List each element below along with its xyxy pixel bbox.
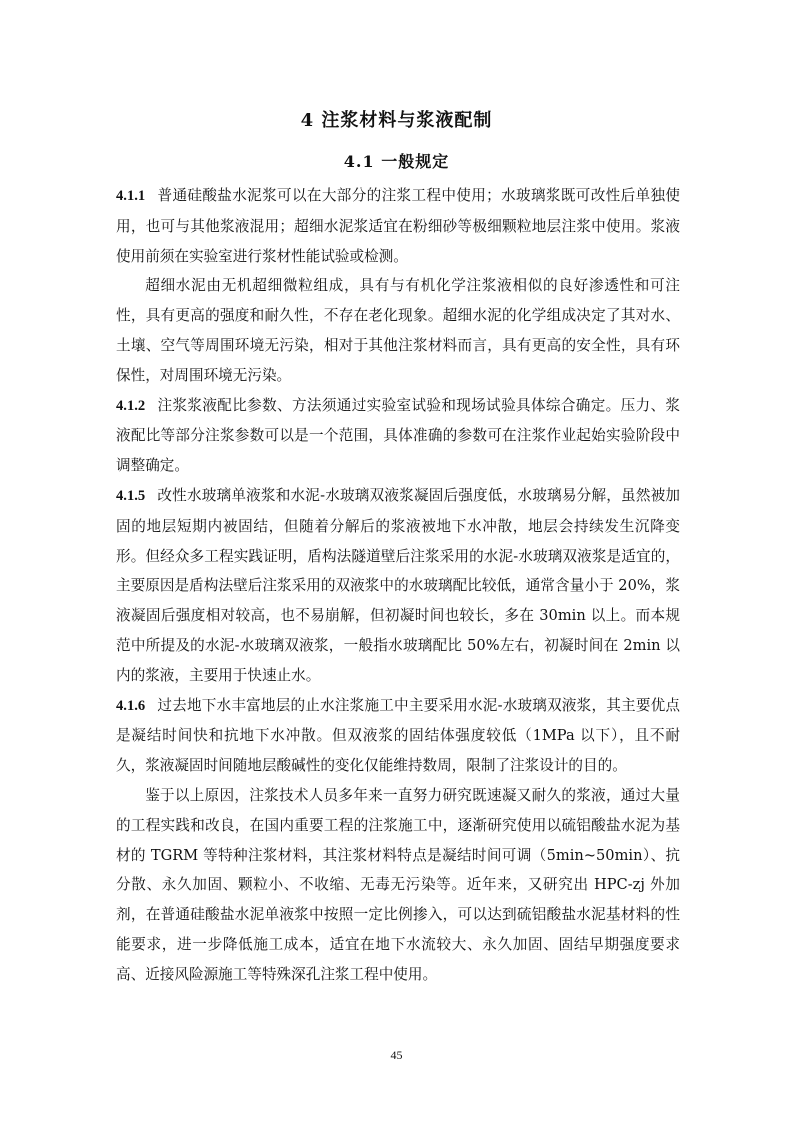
page-number: 45 [390,1048,403,1062]
clause-number: 4.1.5 [116,487,146,504]
document-body [116,181,680,990]
clause-4-1-1 [116,181,680,271]
clause-text: 过去地下水丰富地层的止水注浆施工中主要采用水泥-水玻璃双液浆，其主要优点是凝结时间快和抗地下水冲散。但双液浆的固结体强度较低（1MPa 以下），且不耐久，浆液凝固时间随地层酸碱性的变化仅能维持数周，限制了注浆设计的目的。 [116,696,680,775]
paragraph-text: 鉴于以上原因，注浆技术人员多年来一直努力研究既速凝又耐久的浆液，通过大量的工程实践和改良，在国内重要工程的注浆施工中，逐渐研究使用以硫铝酸盐水泥为基材的 TGRM 等特种注浆材料，其注浆材料特点是凝结时间可调（5min~50min）、抗分散、永久加固、颗粒小、不收缩、无毒无污染等。近年来，又研究出 HPC-zj 外加剂，在普通硅酸盐水泥单液浆中按照一定比例掺入，可以达到硫铝酸盐水泥基材料的性能要求，进一步降低施工成本，适宜在地下水流较大、永久加固、固结早期强度要求高、近接风险源施工等特殊深孔注浆工程中使用。 [116,786,680,983]
clause-4-1-1-explanation [116,271,680,390]
clause-4-1-6-explanation [116,781,680,990]
clause-text: 注浆浆液配比参数、方法须通过实验室试验和现场试验具体综合确定。压力、浆液配比等部分注浆参数可以是一个范围，具体准确的参数可在注浆作业起始实验阶段中调整确定。 [116,396,680,475]
paragraph-text: 超细水泥由无机超细微粒组成，具有与有机化学注浆液相似的良好渗透性和可注性，具有更高的强度和耐久性，不存在老化现象。超细水泥的化学组成决定了其对水、土壤、空气等周围环境无污染，相对于其他注浆材料而言，具有更高的安全性，具有环保性，对周围环境无污染。 [116,277,680,384]
clause-4-1-5 [116,481,680,691]
clause-text: 普通硅酸盐水泥浆可以在大部分的注浆工程中使用；水玻璃浆既可改性后单独使用，也可与其他浆液混用；超细水泥浆适宜在粉细砂等极细颗粒地层注浆中使用。浆液使用前须在实验室进行浆材性能试验或检测。 [116,187,680,265]
clause-number: 4.1.1 [116,188,146,204]
clause-4-1-6 [116,691,680,781]
chapter-title: 4 注浆材料与浆液配制 [300,110,493,131]
section-title: 4.1 一般规定 [343,152,450,171]
clause-4-1-2 [116,391,680,481]
clause-text: 改性水玻璃单液浆和水泥-水玻璃双液浆凝固后强度低，水玻璃易分解，虽然被加固的地层短期内被固结，但随着分解后的浆液被地下水冲散，地层会持续发生沉降变形。但经众多工程实践证明，盾构法隧道壁后注浆采用的水泥-水玻璃双液浆是适宜的，主要原因是盾构法壁后注浆采用的双液浆中的水玻璃配比较低，通常含量小于 20%，浆液凝固后强度相对较高，也不易崩解，但初凝时间也较长，多在 30min 以上。而本规范中所提及的水泥-水玻璃双液浆，一般指水玻璃配比 50%左右，初凝时间在 2min 以内的浆液，主要用于快速止水。 [116,486,680,684]
clause-number: 4.1.6 [116,697,146,714]
clause-number: 4.1.2 [116,397,146,414]
